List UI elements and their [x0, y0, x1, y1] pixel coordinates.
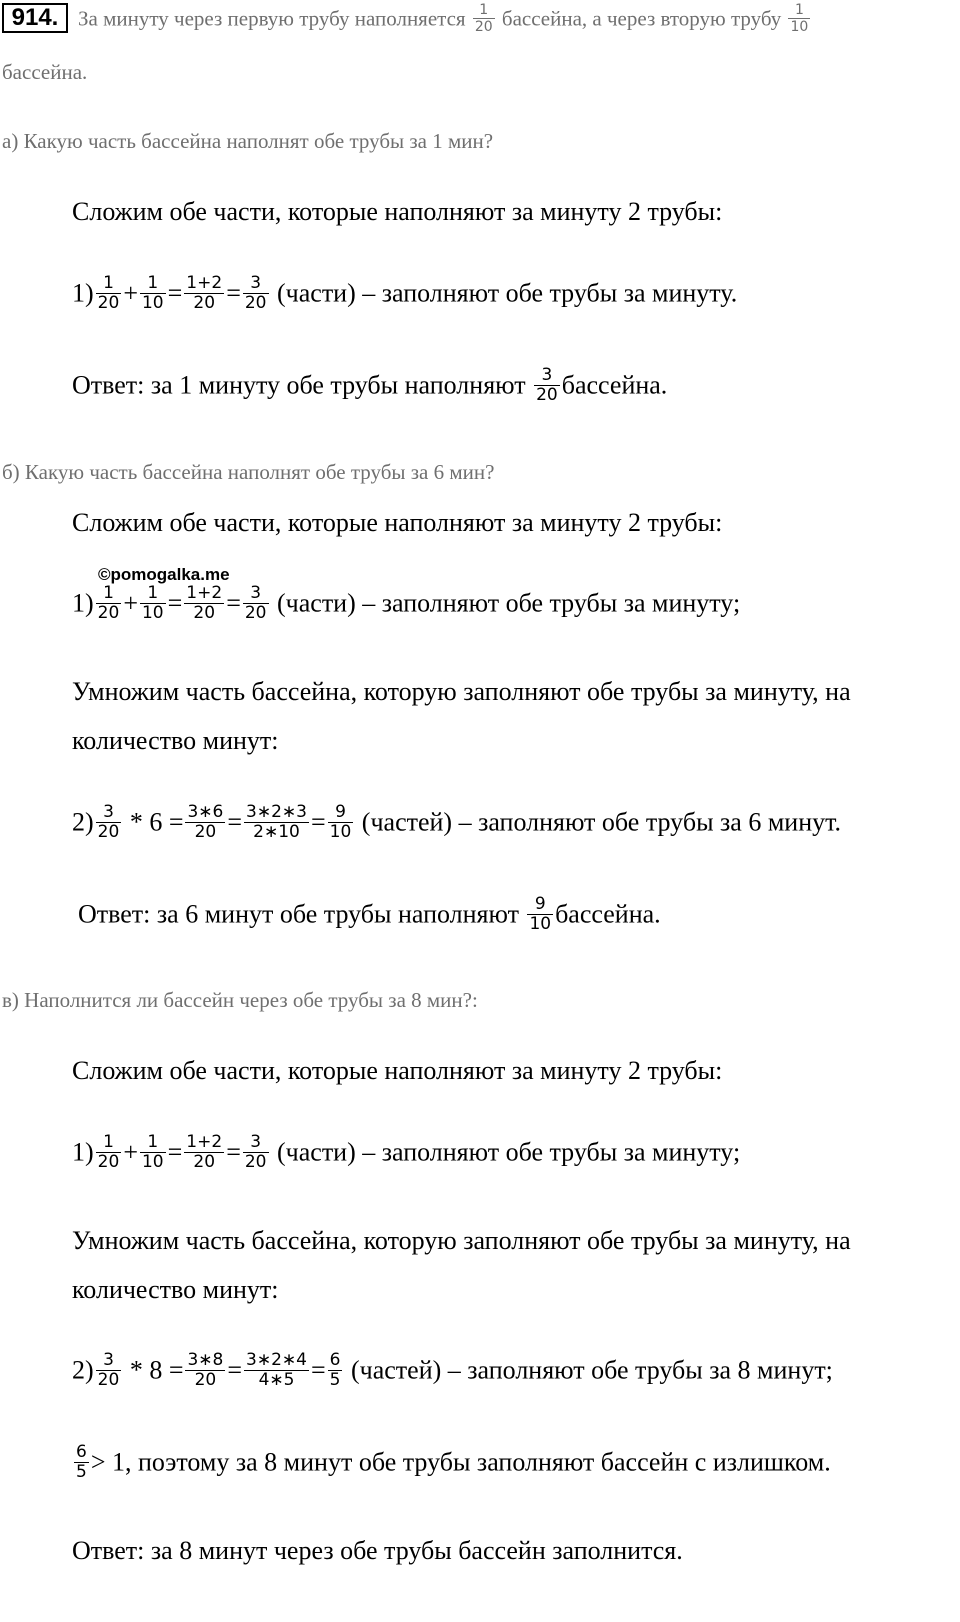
math-text: = [226, 588, 241, 618]
question-c: в) Наполнится ли бассейн через обе трубы за 8 мин?: [2, 988, 478, 1012]
math-text: (частей) – заполняют обе трубы за 8 минут; [350, 1355, 833, 1385]
part-b-multiply-line2: количество минут: [72, 726, 279, 755]
intro-text-1: За минуту через первую трубу наполняется [78, 6, 466, 31]
part-a-intro: Сложим обе части, которые наполняют за минуту 2 трубы: [72, 197, 723, 226]
math-text: = [167, 278, 183, 308]
problem-intro-line1 [78, 4, 812, 37]
fraction-numerator: 9 [328, 803, 354, 823]
fraction [140, 274, 166, 313]
fraction-numerator: 6 [329, 1350, 341, 1370]
math-text: + [123, 588, 138, 618]
fraction-denominator: 5 [329, 1370, 341, 1390]
fraction-denominator: 20 [97, 822, 120, 842]
fraction-numerator: 1+2 [186, 1132, 223, 1152]
fraction [243, 584, 269, 623]
math-text: (части) – заполняют обе трубы за минуту; [277, 588, 741, 618]
fraction-denominator: 10 [141, 1152, 164, 1172]
part-b-multiply-line1: Умножим часть бассейна, которую заполняют обе трубы за минуту, на [72, 677, 851, 706]
fraction-numerator: 3 [243, 1133, 269, 1153]
fraction [534, 366, 560, 405]
math-text: (части) – заполняют обе трубы за минуту; [277, 1137, 741, 1167]
problem-intro-line2: бассейна. [2, 60, 88, 84]
fraction-denominator: 20 [194, 822, 217, 842]
fraction [96, 274, 122, 313]
fraction-denominator: 20 [97, 1370, 120, 1390]
fraction-denominator: 20 [193, 603, 216, 623]
fraction-numerator: 1 [96, 1133, 122, 1153]
fraction [527, 895, 553, 934]
intro-fraction-2 [788, 2, 810, 35]
fraction-denominator: 20 [97, 1152, 120, 1172]
math-text: (части) – заполняют обе трубы за минуту. [277, 278, 738, 308]
math-text: > 1, поэтому за 8 минут обе трубы заполняют бассейн с излишком. [90, 1447, 831, 1477]
fraction [96, 1351, 122, 1390]
math-text: * 8 = [129, 1355, 184, 1385]
part-a-step1 [72, 273, 738, 315]
fraction-numerator: 1 [96, 274, 122, 294]
part-c-answer: Ответ: за 8 минут через обе трубы бассейн заполнится. [72, 1536, 683, 1565]
fraction-numerator: 3 [534, 366, 560, 386]
fraction-numerator: 1 [140, 1133, 166, 1153]
part-c-step2 [72, 1350, 833, 1392]
part-c-intro: Сложим обе части, которые наполняют за минуту 2 трубы: [72, 1056, 723, 1085]
fraction [140, 584, 166, 623]
fraction-numerator: 6 [76, 1442, 87, 1462]
problem-number: 914. [2, 3, 68, 33]
math-text: = [167, 588, 183, 618]
math-text: бассейна. [555, 899, 661, 929]
fraction [328, 803, 354, 842]
fraction [244, 1351, 309, 1390]
part-b-step2 [72, 802, 842, 844]
math-text: = [310, 807, 326, 837]
math-text: 1) [72, 278, 94, 308]
fraction [328, 1351, 343, 1390]
math-text: 2) [72, 807, 94, 837]
fraction [96, 1133, 122, 1172]
fraction-numerator: 3 [243, 584, 269, 604]
fraction-numerator: 3∗2∗4 [246, 1350, 307, 1370]
fraction-numerator: 3∗6 [187, 802, 224, 822]
fraction-denominator: 20 [194, 1370, 217, 1390]
math-text: (частей) – заполняют обе трубы за 6 минут. [361, 807, 842, 837]
fraction-numerator: 1 [140, 584, 166, 604]
fraction-denominator: 2∗10 [253, 822, 300, 842]
fraction-denominator: 10 [141, 603, 164, 623]
fraction [184, 274, 224, 313]
fraction-numerator: 1 [788, 2, 810, 19]
part-c-compare [72, 1442, 831, 1484]
fraction-numerator: 9 [527, 895, 553, 915]
math-text: = [226, 278, 241, 308]
fraction-numerator: 3 [243, 274, 269, 294]
math-text: = [167, 1137, 183, 1167]
part-b-intro: Сложим обе части, которые наполняют за минуту 2 трубы: [72, 508, 723, 537]
question-b: б) Какую часть бассейна наполнят обе трубы за 6 мин? [2, 460, 495, 484]
math-text: * 6 = [129, 807, 184, 837]
fraction [243, 274, 269, 313]
question-a: а) Какую часть бассейна наполнят обе трубы за 1 мин? [2, 129, 494, 153]
fraction-denominator: 20 [193, 293, 216, 313]
math-text: + [123, 1137, 138, 1167]
fraction [185, 1351, 225, 1390]
math-text: 1) [72, 588, 94, 618]
fraction-denominator: 10 [790, 19, 809, 35]
fraction-numerator: 1 [96, 584, 122, 604]
fraction [244, 803, 309, 842]
fraction-numerator: 3∗2∗3 [246, 802, 307, 822]
intro-text-2: бассейна, а через вторую трубу [501, 6, 782, 31]
fraction-numerator: 3∗8 [187, 1350, 224, 1370]
fraction [184, 584, 224, 623]
fraction-denominator: 20 [244, 293, 267, 313]
part-c-step1 [72, 1132, 741, 1174]
fraction-denominator: 20 [97, 603, 120, 623]
fraction-numerator: 1 [140, 274, 166, 294]
fraction-numerator: 1 [473, 2, 495, 19]
fraction-numerator: 3 [96, 1351, 122, 1371]
math-text: = [226, 1137, 241, 1167]
fraction-denominator: 20 [244, 603, 267, 623]
fraction [96, 803, 122, 842]
fraction [243, 1133, 269, 1172]
fraction-numerator: 1+2 [186, 583, 223, 603]
part-c-multiply-line2: количество минут: [72, 1275, 279, 1304]
math-text: + [123, 278, 138, 308]
fraction [96, 584, 122, 623]
intro-fraction-1 [473, 2, 495, 35]
math-text: Ответ: за 6 минут обе трубы наполняют [78, 899, 519, 929]
part-b-step1 [72, 583, 741, 625]
math-text: = [227, 807, 243, 837]
fraction-numerator: 1+2 [186, 273, 223, 293]
math-text: Ответ: за 1 минуту обе трубы наполняют [72, 370, 526, 400]
fraction [140, 1133, 166, 1172]
fraction-denominator: 20 [474, 19, 493, 35]
math-text: бассейна. [561, 370, 668, 400]
fraction [185, 803, 225, 842]
part-b-answer [78, 894, 661, 936]
fraction-denominator: 10 [529, 914, 552, 934]
fraction [74, 1443, 89, 1482]
math-text: = [310, 1355, 326, 1385]
watermark: ©pomogalka.me [98, 565, 230, 584]
fraction-denominator: 4∗5 [258, 1370, 295, 1390]
fraction-denominator: 5 [76, 1462, 87, 1482]
fraction-numerator: 3 [96, 803, 122, 823]
fraction-denominator: 20 [536, 385, 558, 405]
math-text: = [227, 1355, 243, 1385]
part-a-answer [72, 365, 668, 407]
fraction-denominator: 10 [141, 293, 164, 313]
part-c-multiply-line1: Умножим часть бассейна, которую заполняют обе трубы за минуту, на [72, 1226, 851, 1255]
fraction-denominator: 20 [193, 1152, 216, 1172]
fraction-denominator: 20 [97, 293, 120, 313]
fraction-denominator: 10 [329, 822, 352, 842]
math-text: 2) [72, 1355, 94, 1385]
math-text: 1) [72, 1137, 94, 1167]
fraction [184, 1133, 224, 1172]
fraction-denominator: 20 [244, 1152, 267, 1172]
